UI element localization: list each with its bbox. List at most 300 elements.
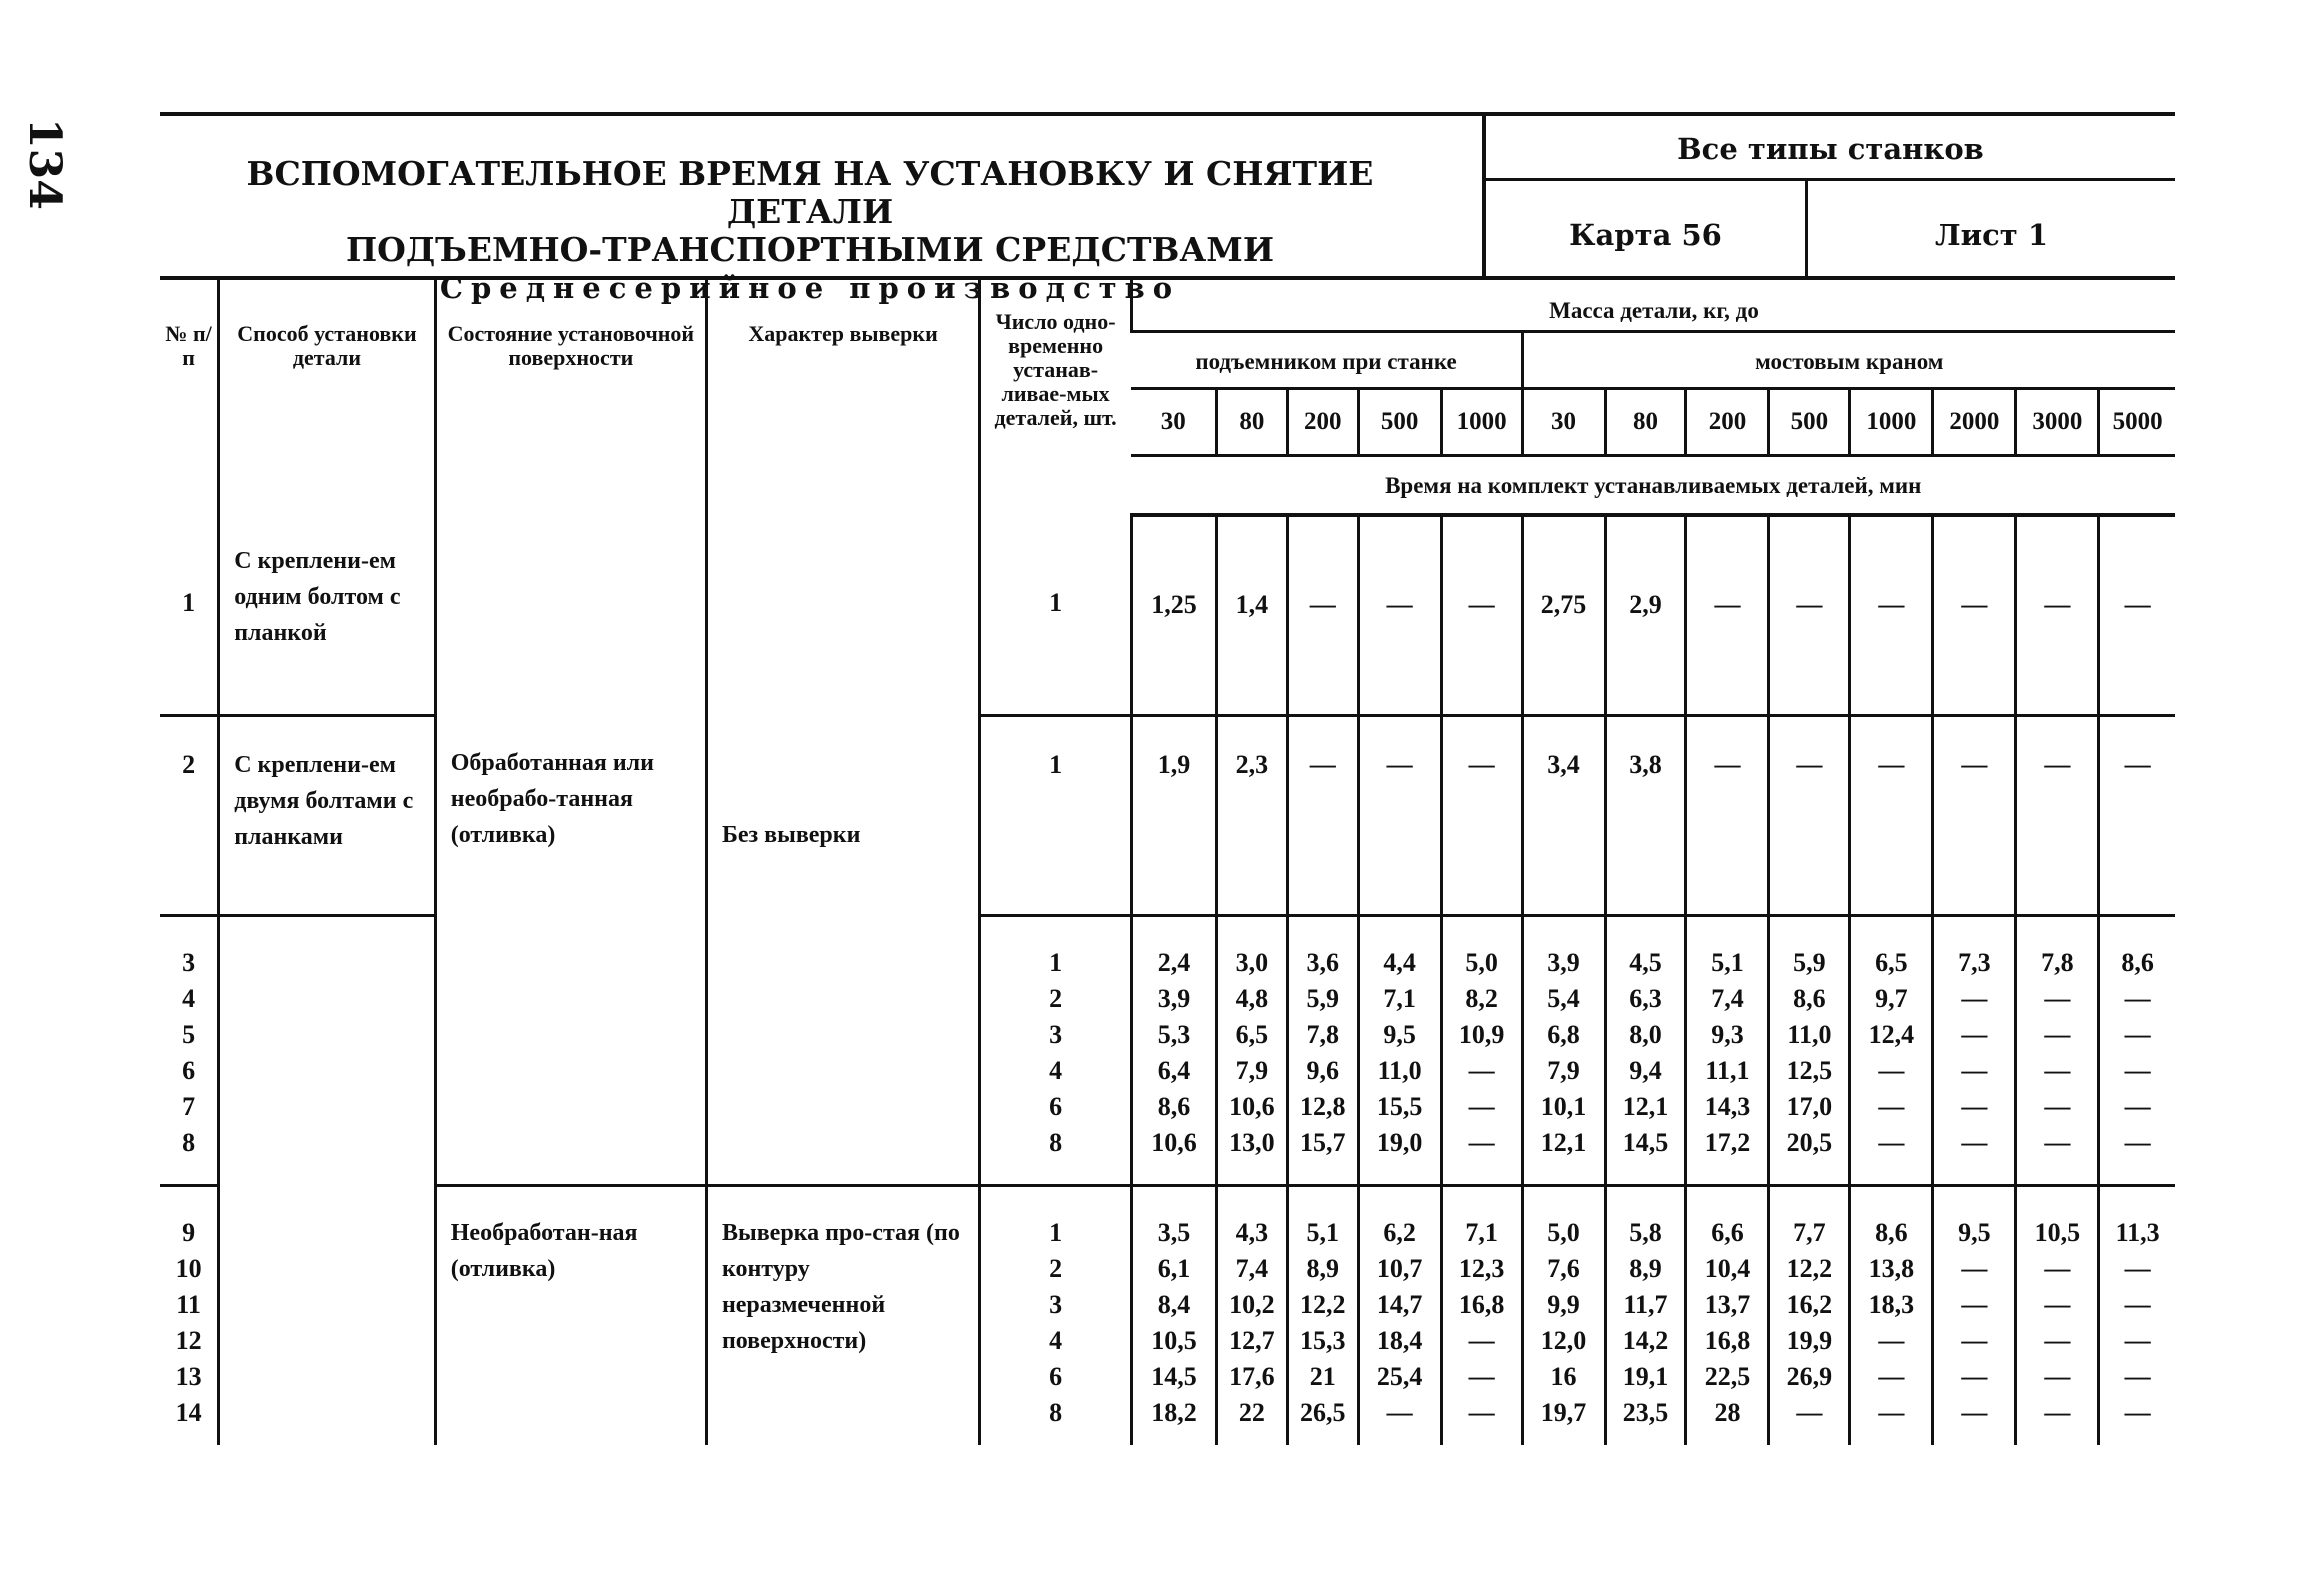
time-value: — xyxy=(1961,1361,1988,1391)
time-value: — xyxy=(1878,1127,1905,1157)
time-value: — xyxy=(1386,1397,1413,1427)
time-value: — xyxy=(2124,1361,2151,1391)
time-cell xyxy=(1522,915,1605,1185)
row-number-value: 9 xyxy=(182,1217,196,1247)
time-cell xyxy=(1358,515,1441,715)
time-cell xyxy=(1850,915,1933,1185)
time-value: — xyxy=(2044,1325,2071,1355)
time-cell xyxy=(1769,715,1850,915)
mass-col-header: 200 xyxy=(1287,389,1358,456)
title-line-1: ВСПОМОГАТЕЛЬНОЕ ВРЕМЯ НА УСТАНОВКУ И СНЯТИЕ ДЕТАЛИ xyxy=(246,154,1374,231)
mass-col-header: 80 xyxy=(1605,389,1686,456)
time-value: 7,1 xyxy=(1465,1217,1498,1247)
cell-count-value: 6 xyxy=(1049,1091,1063,1121)
time-cell xyxy=(1131,1185,1216,1445)
time-cell xyxy=(1216,1185,1287,1445)
time-value: — xyxy=(2124,1127,2151,1157)
col-header-crane: мостовым краном xyxy=(1522,332,2175,389)
time-cell xyxy=(1605,915,1686,1185)
time-value: 17,2 xyxy=(1704,1127,1751,1157)
row-number-value: 11 xyxy=(176,1289,201,1319)
row-number-value: 13 xyxy=(175,1361,202,1391)
cell-alignment: Без выверки xyxy=(706,715,979,915)
time-value: 9,5 xyxy=(1383,1019,1416,1049)
time-value: 1,9 xyxy=(1157,749,1191,779)
time-cell xyxy=(1769,1185,1850,1445)
time-cell xyxy=(1441,1185,1522,1445)
time-value: 12,3 xyxy=(1458,1253,1505,1283)
time-value: 7,4 xyxy=(1711,983,1744,1013)
time-value: 15,3 xyxy=(1299,1325,1346,1355)
time-cell xyxy=(1358,1185,1441,1445)
time-cell xyxy=(1686,715,1769,915)
time-value: 5,3 xyxy=(1157,1019,1191,1049)
time-value: 26,5 xyxy=(1299,1397,1346,1427)
time-value: — xyxy=(1796,1397,1823,1427)
time-value: 13,0 xyxy=(1229,1127,1275,1157)
cell-surface xyxy=(435,915,706,1185)
cell-surface xyxy=(435,515,706,715)
time-value: — xyxy=(1878,749,1905,779)
time-value: 14,2 xyxy=(1622,1325,1669,1355)
time-cell xyxy=(1850,515,1933,715)
time-cell xyxy=(1358,715,1441,915)
time-value: 8,6 xyxy=(2121,947,2154,977)
time-value: — xyxy=(1468,1091,1495,1121)
time-value: 7,3 xyxy=(1958,947,1991,977)
time-value: 16,2 xyxy=(1786,1289,1833,1319)
time-value: — xyxy=(2044,1361,2071,1391)
row-number-value: 14 xyxy=(175,1397,202,1427)
cell-count-value: 6 xyxy=(1049,1361,1063,1391)
mass-col-header: 30 xyxy=(1131,389,1216,456)
cell-count-value: 8 xyxy=(1049,1127,1063,1157)
col-header-hoist: подъемником при станке xyxy=(1131,332,1522,389)
time-value: 8,9 xyxy=(1629,1253,1662,1283)
time-value: — xyxy=(1961,590,1988,619)
cell-count-value: 1 xyxy=(1049,749,1063,779)
time-value: 2,3 xyxy=(1235,749,1269,779)
table-row-block xyxy=(160,1185,2175,1445)
time-value: 10,2 xyxy=(1229,1289,1275,1319)
time-value: — xyxy=(1386,749,1413,779)
time-value: 10,1 xyxy=(1540,1091,1587,1121)
row-number xyxy=(160,715,219,915)
time-cell xyxy=(1933,915,2016,1185)
time-value: 10,9 xyxy=(1458,1019,1505,1049)
cell-count-value: 2 xyxy=(1049,983,1063,1013)
time-value: 5,1 xyxy=(1711,947,1744,977)
time-value: 17,0 xyxy=(1786,1091,1833,1121)
time-value: — xyxy=(2124,1055,2151,1085)
title-line-2: ПОДЪЕМНО-ТРАНСПОРТНЫМИ СРЕДСТВАМИ xyxy=(346,230,1274,269)
time-value: — xyxy=(1468,1397,1495,1427)
time-value: 18,4 xyxy=(1376,1325,1423,1355)
time-value: 11,1 xyxy=(1705,1055,1750,1085)
row-number-value: 1 xyxy=(182,588,196,617)
time-value: 12,7 xyxy=(1229,1325,1275,1355)
time-value: 12,5 xyxy=(1786,1055,1833,1085)
time-value: 4,8 xyxy=(1235,983,1269,1013)
time-value: 8,6 xyxy=(1793,983,1826,1013)
row-number xyxy=(160,515,219,715)
time-value: 9,3 xyxy=(1711,1019,1744,1049)
time-value: 10,7 xyxy=(1376,1253,1423,1283)
time-value: — xyxy=(1309,590,1336,619)
time-cell xyxy=(1686,915,1769,1185)
cell-surface: Необработан-ная (отливка) xyxy=(435,1185,706,1445)
card-label: Карта 56 xyxy=(1569,218,1722,252)
cell-method: С креплени-ем одним болтом с планкой xyxy=(219,515,436,715)
time-value: 6,5 xyxy=(1235,1019,1269,1049)
row-number-value: 3 xyxy=(182,947,196,977)
time-value: 5,0 xyxy=(1547,1217,1580,1247)
time-cell xyxy=(1769,515,1850,715)
row-number-value: 7 xyxy=(182,1091,196,1121)
time-cell xyxy=(1933,715,2016,915)
time-value: 12,1 xyxy=(1622,1091,1669,1121)
time-value: 12,1 xyxy=(1540,1127,1587,1157)
time-value: 11,7 xyxy=(1623,1289,1668,1319)
col-header-mass: Масса детали, кг, до xyxy=(1131,280,2175,332)
time-cell xyxy=(1441,915,1522,1185)
table-row-block xyxy=(160,715,2175,915)
time-value: 21 xyxy=(1309,1361,1336,1391)
mass-col-header: 500 xyxy=(1769,389,1850,456)
cell-count xyxy=(980,515,1132,715)
time-cell xyxy=(2099,715,2175,915)
time-value: — xyxy=(1878,1325,1905,1355)
time-value: 19,9 xyxy=(1786,1325,1833,1355)
time-cell xyxy=(1605,1185,1686,1445)
time-value: — xyxy=(1309,749,1336,779)
time-value: 7,1 xyxy=(1383,983,1416,1013)
time-cell xyxy=(1216,515,1287,715)
time-value: — xyxy=(1796,749,1823,779)
time-value: 16,8 xyxy=(1458,1289,1505,1319)
row-number xyxy=(160,915,219,1185)
time-value: — xyxy=(2124,1019,2151,1049)
table-row-block xyxy=(160,915,2175,1185)
time-value: — xyxy=(2124,983,2151,1013)
time-value: 15,7 xyxy=(1299,1127,1346,1157)
row-number-value: 4 xyxy=(182,983,196,1013)
time-value: — xyxy=(2044,749,2071,779)
time-cell xyxy=(1686,515,1769,715)
time-value: 5,9 xyxy=(1793,947,1826,977)
time-value: 6,2 xyxy=(1383,1217,1416,1247)
time-value: — xyxy=(1878,1055,1905,1085)
time-table xyxy=(160,280,2175,1445)
time-value: 18,2 xyxy=(1151,1397,1197,1427)
time-value: — xyxy=(1961,983,1988,1013)
time-value: 3,0 xyxy=(1235,947,1269,977)
time-value: — xyxy=(1468,1325,1495,1355)
time-cell xyxy=(1358,915,1441,1185)
time-value: 4,5 xyxy=(1629,947,1662,977)
time-value: — xyxy=(1878,590,1905,619)
mass-col-header: 30 xyxy=(1522,389,1605,456)
time-value: 5,4 xyxy=(1547,983,1580,1013)
row-number-value: 2 xyxy=(182,749,196,779)
mass-col-header: 500 xyxy=(1358,389,1441,456)
time-value: 3,8 xyxy=(1629,749,1662,779)
time-value: 8,4 xyxy=(1157,1289,1191,1319)
time-cell xyxy=(1933,1185,2016,1445)
time-value: 7,8 xyxy=(2041,947,2074,977)
time-value: 14,5 xyxy=(1151,1361,1197,1391)
time-value: 25,4 xyxy=(1376,1361,1423,1391)
time-value: 6,4 xyxy=(1157,1055,1191,1085)
time-value: — xyxy=(1961,1289,1988,1319)
time-value: 13,7 xyxy=(1704,1289,1751,1319)
time-value: 7,6 xyxy=(1547,1253,1580,1283)
row-number-value: 5 xyxy=(182,1019,196,1049)
time-value: 12,2 xyxy=(1786,1253,1833,1283)
time-value: — xyxy=(1796,590,1823,619)
time-value: — xyxy=(1961,1253,1988,1283)
time-value: 16,8 xyxy=(1704,1325,1751,1355)
time-value: — xyxy=(1961,1091,1988,1121)
row-number xyxy=(160,1185,219,1445)
time-value: 8,9 xyxy=(1306,1253,1339,1283)
time-value: — xyxy=(2124,749,2151,779)
row-number-value: 6 xyxy=(182,1055,196,1085)
cell-count-value: 3 xyxy=(1049,1289,1063,1319)
time-value: — xyxy=(2044,983,2071,1013)
time-value: — xyxy=(1468,1055,1495,1085)
cell-method xyxy=(219,915,436,1185)
time-value: 6,8 xyxy=(1547,1019,1580,1049)
row-number-value: 12 xyxy=(175,1325,202,1355)
mass-col-header: 80 xyxy=(1216,389,1287,456)
time-cell xyxy=(1441,715,1522,915)
time-value: 22,5 xyxy=(1704,1361,1751,1391)
time-value: — xyxy=(1961,1019,1988,1049)
time-value: 28 xyxy=(1714,1397,1741,1427)
time-value: 2,75 xyxy=(1540,590,1587,619)
time-value: 12,2 xyxy=(1299,1289,1346,1319)
time-value: 26,9 xyxy=(1786,1361,1833,1391)
time-value: — xyxy=(1961,749,1988,779)
time-value: 7,7 xyxy=(1793,1217,1826,1247)
time-value: — xyxy=(2044,1253,2071,1283)
time-value: 8,6 xyxy=(1875,1217,1908,1247)
cell-count-value: 3 xyxy=(1049,1019,1063,1049)
time-value: 7,8 xyxy=(1306,1019,1339,1049)
cell-count-value: 4 xyxy=(1049,1055,1063,1085)
header-top-rule xyxy=(160,112,2175,116)
time-value: 10,4 xyxy=(1704,1253,1751,1283)
time-value: 11,0 xyxy=(1377,1055,1422,1085)
time-value: 19,1 xyxy=(1622,1361,1669,1391)
time-value: — xyxy=(2044,1397,2071,1427)
sheet-label: Лист 1 xyxy=(1934,218,2049,252)
time-value: — xyxy=(1714,749,1741,779)
time-value: — xyxy=(1878,1091,1905,1121)
time-value: 5,9 xyxy=(1306,983,1339,1013)
time-value: — xyxy=(1714,590,1741,619)
time-value: — xyxy=(1878,1397,1905,1427)
time-value: — xyxy=(2124,1289,2151,1319)
time-cell xyxy=(2016,1185,2099,1445)
time-cell xyxy=(1850,715,1933,915)
time-value: 16 xyxy=(1550,1361,1577,1391)
time-value: 3,9 xyxy=(1547,947,1580,977)
time-cell xyxy=(1605,715,1686,915)
time-value: 10,6 xyxy=(1229,1091,1275,1121)
time-value: — xyxy=(2044,590,2071,619)
time-value: 9,4 xyxy=(1629,1055,1662,1085)
time-value: 3,4 xyxy=(1547,749,1580,779)
row-number-value: 8 xyxy=(182,1127,196,1157)
cell-count-value: 4 xyxy=(1049,1325,1063,1355)
time-value: 9,9 xyxy=(1547,1289,1580,1319)
time-value: — xyxy=(1468,1127,1495,1157)
cell-count xyxy=(980,715,1132,915)
time-value: — xyxy=(1961,1127,1988,1157)
time-value: 1,4 xyxy=(1235,590,1269,619)
time-cell xyxy=(1441,515,1522,715)
cell-count-value: 2 xyxy=(1049,1253,1063,1283)
time-value: 22 xyxy=(1238,1397,1265,1427)
mass-col-header: 3000 xyxy=(2016,389,2099,456)
page-number: 134 xyxy=(19,118,70,210)
time-value: — xyxy=(1878,1361,1905,1391)
time-cell xyxy=(2099,915,2175,1185)
time-value: 2,4 xyxy=(1157,947,1191,977)
time-cell xyxy=(1522,515,1605,715)
time-value: — xyxy=(1961,1055,1988,1085)
time-value: 7,9 xyxy=(1547,1055,1580,1085)
time-cell xyxy=(1850,1185,1933,1445)
mass-col-header: 1000 xyxy=(1441,389,1522,456)
time-value: 15,5 xyxy=(1376,1091,1423,1121)
time-value: — xyxy=(2044,1019,2071,1049)
time-value: — xyxy=(1961,1325,1988,1355)
time-value: 17,6 xyxy=(1229,1361,1275,1391)
time-value: — xyxy=(2044,1127,2071,1157)
mass-col-header: 2000 xyxy=(1933,389,2016,456)
time-cell xyxy=(2099,1185,2175,1445)
time-value: — xyxy=(1386,590,1413,619)
time-cell xyxy=(1287,515,1358,715)
time-cell xyxy=(1287,1185,1358,1445)
col-header-time: Время на комплект устанавливаемых деталей, мин xyxy=(1131,456,2175,516)
time-value: 13,8 xyxy=(1868,1253,1915,1283)
machines-label: Все типы станков xyxy=(1677,132,1984,166)
time-value: 11,0 xyxy=(1787,1019,1832,1049)
row-number-value: 10 xyxy=(175,1253,202,1283)
time-value: 11,3 xyxy=(2115,1217,2160,1247)
time-value: — xyxy=(2044,1055,2071,1085)
time-value: 12,8 xyxy=(1299,1091,1346,1121)
time-value: 10,6 xyxy=(1151,1127,1197,1157)
cell-alignment: Выверка про-стая (по контуру неразмеченной поверхности) xyxy=(706,1185,979,1445)
col-header-num: № п/п xyxy=(165,321,212,370)
time-value: 4,4 xyxy=(1383,947,1416,977)
time-cell xyxy=(1131,515,1216,715)
time-value: 7,9 xyxy=(1235,1055,1269,1085)
time-value: 8,2 xyxy=(1465,983,1498,1013)
time-value: 5,1 xyxy=(1306,1217,1339,1247)
time-value: 6,5 xyxy=(1875,947,1908,977)
time-value: 3,6 xyxy=(1306,947,1339,977)
time-cell xyxy=(2016,915,2099,1185)
time-value: 14,5 xyxy=(1622,1127,1669,1157)
time-value: — xyxy=(1468,590,1495,619)
time-value: — xyxy=(2124,1325,2151,1355)
mass-col-header: 1000 xyxy=(1850,389,1933,456)
time-value: — xyxy=(2124,590,2151,619)
table-row-block xyxy=(160,515,2175,715)
time-value: 5,8 xyxy=(1629,1217,1662,1247)
time-value: 8,0 xyxy=(1629,1019,1662,1049)
time-value: 6,1 xyxy=(1157,1253,1191,1283)
col-header-alignment: Характер выверки xyxy=(706,280,979,515)
col-header-method: Способ установки детали xyxy=(219,280,436,515)
time-value: 2,9 xyxy=(1629,590,1662,619)
title-line-3: Среднесерийное производство xyxy=(439,271,1181,305)
time-value: 14,7 xyxy=(1376,1289,1423,1319)
time-value: — xyxy=(2124,1397,2151,1427)
time-cell xyxy=(1216,715,1287,915)
cell-count-value: 8 xyxy=(1049,1397,1063,1427)
time-value: 9,7 xyxy=(1875,983,1908,1013)
time-value: 1,25 xyxy=(1151,590,1197,619)
cell-method xyxy=(219,1185,436,1445)
time-value: 3,5 xyxy=(1157,1217,1191,1247)
time-cell xyxy=(2016,515,2099,715)
time-cell xyxy=(1769,915,1850,1185)
time-value: 4,3 xyxy=(1235,1217,1269,1247)
time-cell xyxy=(1605,515,1686,715)
time-value: 12,0 xyxy=(1540,1325,1587,1355)
time-value: 10,5 xyxy=(2034,1217,2081,1247)
time-value: — xyxy=(2124,1091,2151,1121)
cell-method: С креплени-ем двумя болтами с планками xyxy=(219,715,436,915)
time-value: 20,5 xyxy=(1786,1127,1833,1157)
cell-alignment xyxy=(706,915,979,1185)
cell-count-value: 1 xyxy=(1049,588,1063,617)
time-cell xyxy=(1287,915,1358,1185)
time-cell xyxy=(1287,715,1358,915)
col-header-count: Число одно-временно устанав-ливае-мых деталей, шт. xyxy=(980,280,1132,515)
time-cell xyxy=(2099,515,2175,715)
time-cell xyxy=(1216,915,1287,1185)
time-value: 18,3 xyxy=(1868,1289,1915,1319)
time-value: 9,5 xyxy=(1958,1217,1991,1247)
time-value: 9,6 xyxy=(1306,1055,1339,1085)
cell-surface: Обработанная или необрабо-танная (отливка) xyxy=(435,715,706,915)
time-value: 3,9 xyxy=(1157,983,1191,1013)
header-right-rule xyxy=(1482,178,2175,181)
time-cell xyxy=(1933,515,2016,715)
cell-count xyxy=(980,915,1132,1185)
time-value: 8,6 xyxy=(1157,1091,1191,1121)
time-value: 6,6 xyxy=(1711,1217,1744,1247)
time-cell xyxy=(1522,715,1605,915)
time-cell xyxy=(1131,915,1216,1185)
time-value: 19,7 xyxy=(1540,1397,1587,1427)
time-value: 10,5 xyxy=(1151,1325,1197,1355)
mass-col-header: 5000 xyxy=(2099,389,2175,456)
time-value: 19,0 xyxy=(1376,1127,1423,1157)
time-value: — xyxy=(2044,1091,2071,1121)
cell-alignment xyxy=(706,515,979,715)
cell-count-value: 1 xyxy=(1049,1217,1063,1247)
time-cell xyxy=(1131,715,1216,915)
